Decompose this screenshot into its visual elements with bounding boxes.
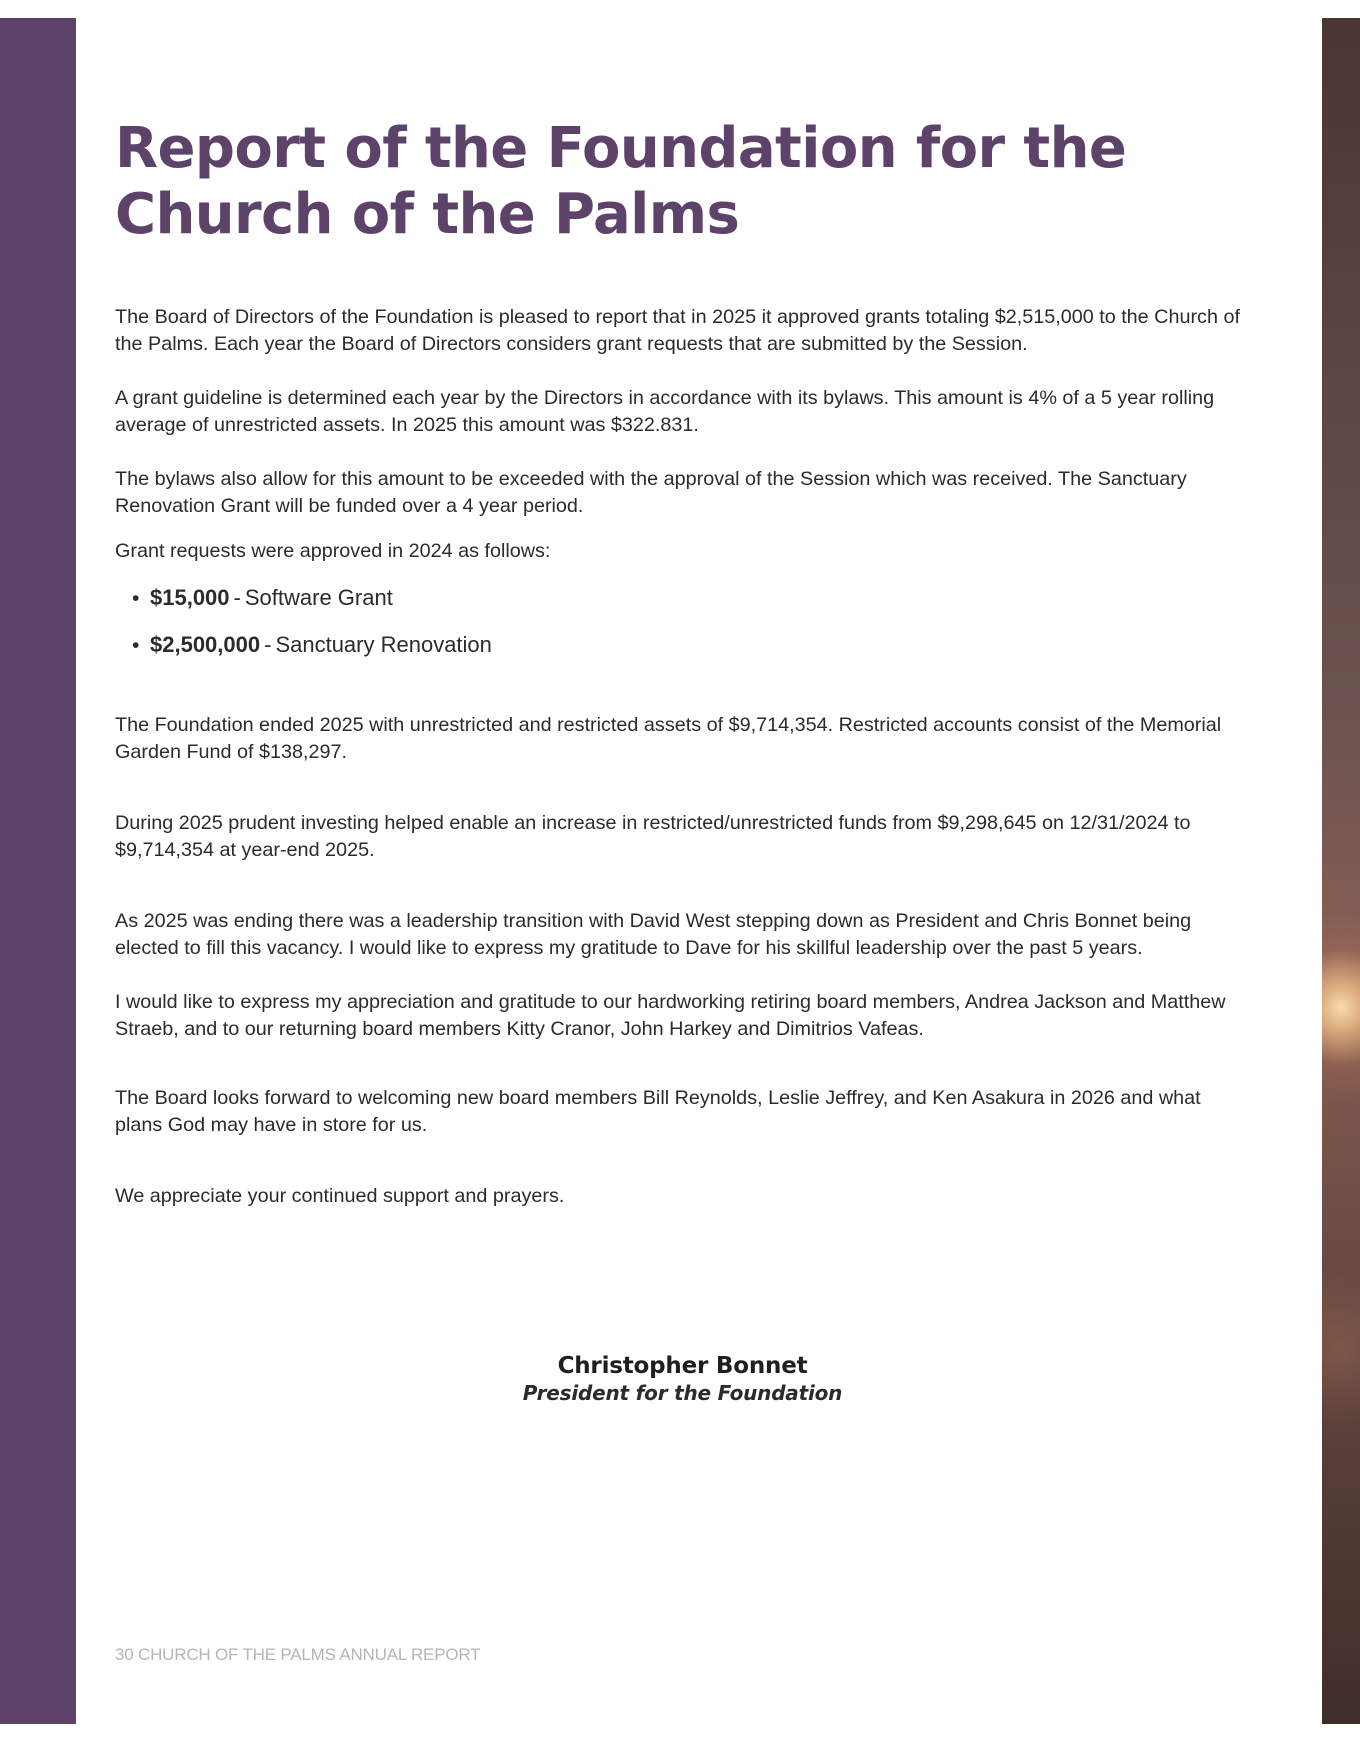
grant-item-sanctuary — [132, 630, 1250, 677]
grant-separator: - — [264, 632, 272, 657]
approved-grants-list — [132, 583, 1250, 677]
appreciation-paragraph: I would like to express my appreciation and gratitude to our hardworking retiring board members, Andrea Jackson and Matthew Straeb, and to our returning board members Kitty Cranor, John Harkey and Dimitrios Vafeas. — [115, 991, 1226, 1040]
leadership-paragraph: As 2025 was ending there was a leadership transition with David West stepping down as President and Chris Bonnet being elected to fill this vacancy. I would like to express my gratitude to Dave for his skillful leadership over the past 5 years. — [115, 910, 1192, 959]
closing-paragraph: We appreciate your continued support and prayers. — [115, 1185, 565, 1207]
investing-paragraph: During 2025 prudent investing helped enable an increase in restricted/unrestricted funds from $9,298,645 on 12/31/2024 to $9,714,354 at year-end 2025. — [115, 812, 1191, 861]
grant-requests-intro: Grant requests were approved in 2024 as follows: — [115, 540, 551, 562]
page-footer: 30 CHURCH OF THE PALMS ANNUAL REPORT — [115, 1645, 481, 1664]
welcome-paragraph: The Board looks forward to welcoming new board members Bill Reynolds, Leslie Jeffrey, and Ken Asakura in 2026 and what plans God may have in store for us. — [115, 1087, 1201, 1136]
bullet-icon: • — [132, 587, 140, 610]
left-purple-sidebar — [0, 18, 76, 1724]
assets-paragraph: The Foundation ended 2025 with unrestricted and restricted assets of $9,714,354. Restricted accounts consist of the Memorial Garden Fund of $138,297. — [115, 714, 1222, 763]
signature-title: President for the Foundation — [522, 1381, 843, 1405]
signature-name: Christopher Bonnet — [557, 1353, 808, 1379]
intro-paragraph: The Board of Directors of the Foundation is pleased to report that in 2025 it approved grants totaling $2,515,000 to the Church of the Palms. Each year the Board of Directors considers grant requests that are submitted by the Session. — [115, 306, 1240, 355]
report-page-content — [115, 116, 1250, 1405]
grant-description: Software Grant — [244, 585, 393, 610]
grant-description: Sanctuary Renovation — [275, 632, 492, 657]
bullet-icon: • — [132, 634, 140, 657]
grant-amount: $2,500,000 — [150, 632, 261, 657]
grant-item-software — [132, 583, 1250, 630]
grant-amount: $15,000 — [150, 585, 230, 610]
top-margin-strip — [0, 0, 1360, 18]
signature-block — [115, 1352, 1250, 1406]
bylaws-paragraph: The bylaws also allow for this amount to be exceeded with the approval of the Session which was received. The Sanctuary Renovation Grant will be funded over a 4 year period. — [115, 468, 1187, 517]
grant-guideline-paragraph: A grant guideline is determined each year by the Directors in accordance with its bylaws. This amount is 4% of a 5 year rolling average of unrestricted assets. In 2025 this amount was $322.831. — [115, 387, 1215, 436]
report-title: Report of the Foundation for the Church of the Palms — [115, 116, 1127, 247]
candle-photo-edge — [1322, 18, 1360, 1724]
grant-separator: - — [233, 585, 241, 610]
